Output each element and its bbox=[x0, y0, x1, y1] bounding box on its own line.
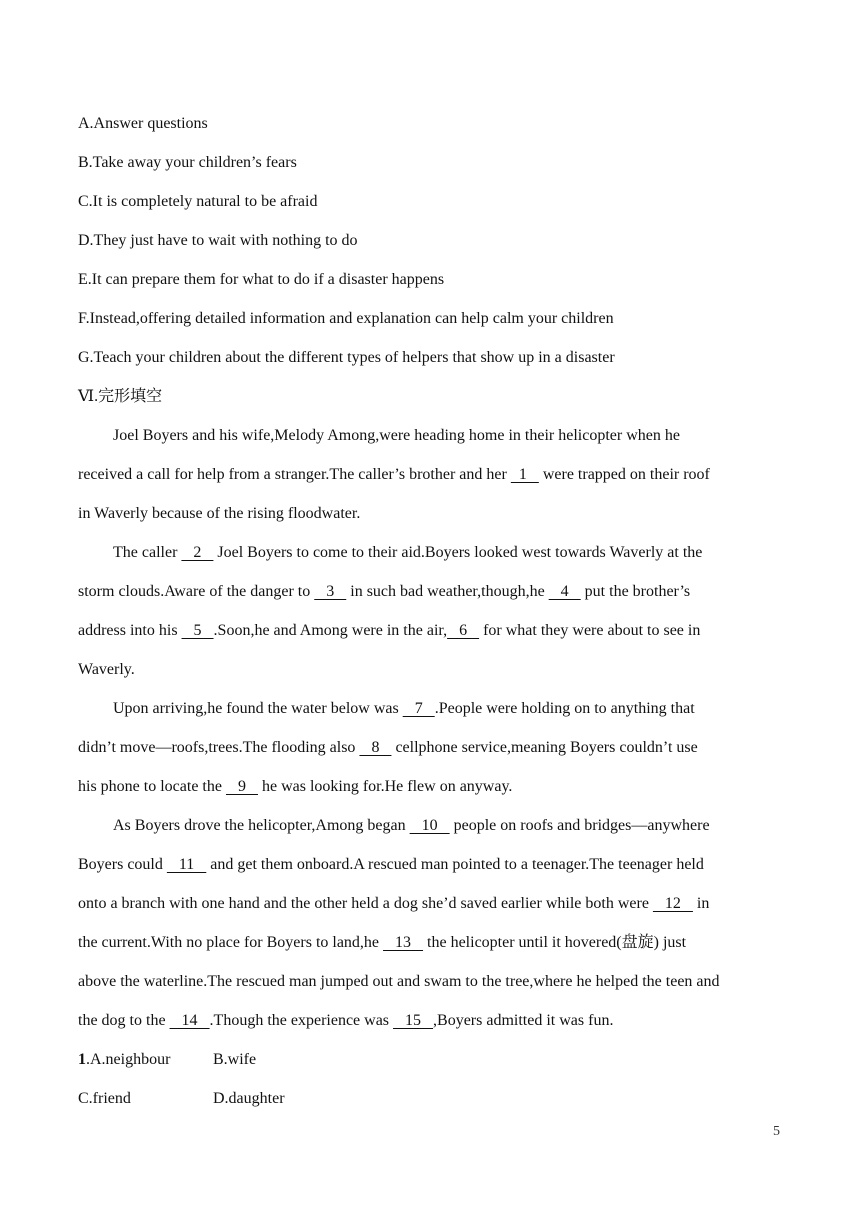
blank-3: 3 bbox=[314, 583, 347, 600]
blank-2: 2 bbox=[181, 544, 214, 561]
text-run: .Though the experience was bbox=[209, 1012, 394, 1029]
question-1-option-a bbox=[78, 1040, 213, 1079]
text-run: address into his bbox=[78, 622, 182, 639]
option-g: G.Teach your children about the different types of helpers that show up in a disaster bbox=[78, 349, 615, 366]
text-run: put the brother’s bbox=[580, 583, 691, 600]
text-run: for what they were about to see in bbox=[479, 622, 701, 639]
passage-line bbox=[78, 923, 784, 962]
blank-6: 6 bbox=[447, 622, 480, 639]
document-page bbox=[78, 104, 784, 1118]
passage-line bbox=[78, 611, 784, 650]
text-run: .Soon,he and Among were in the air, bbox=[213, 622, 448, 639]
blank-15: 15 bbox=[393, 1012, 434, 1029]
passage-line: Waverly. bbox=[78, 661, 135, 678]
text-run: people on roofs and bridges—anywhere bbox=[449, 817, 710, 834]
blank-13: 13 bbox=[383, 934, 424, 951]
text-run: As Boyers drove the helicopter,Among began bbox=[113, 817, 410, 834]
passage-line: in Waverly because of the rising floodwater. bbox=[78, 505, 361, 522]
blank-5: 5 bbox=[181, 622, 214, 639]
page-number: 5 bbox=[773, 1124, 780, 1139]
text-run: the dog to the bbox=[78, 1012, 170, 1029]
text-run: Joel Boyers to come to their aid.Boyers looked west towards Waverly at the bbox=[213, 544, 703, 561]
passage-line: Joel Boyers and his wife,Melody Among,were heading home in their helicopter when he bbox=[113, 427, 680, 444]
blank-12: 12 bbox=[652, 895, 693, 912]
option-b: B.Take away your children’s fears bbox=[78, 154, 297, 171]
text-run: storm clouds.Aware of the danger to bbox=[78, 583, 315, 600]
section-heading: Ⅵ.完形填空 bbox=[78, 388, 163, 405]
text-run: in such bad weather,though,he bbox=[346, 583, 549, 600]
text-run: didn’t move—roofs,trees.The flooding also bbox=[78, 739, 360, 756]
text-run: cellphone service,meaning Boyers couldn’t use bbox=[391, 739, 698, 756]
text-run: The caller bbox=[113, 544, 182, 561]
blank-9: 9 bbox=[225, 778, 258, 795]
text-run: .People were holding on to anything that bbox=[434, 700, 695, 717]
text-run: the current.With no place for Boyers to land,he bbox=[78, 934, 384, 951]
option-text: .A.neighbour bbox=[86, 1051, 171, 1068]
blank-10: 10 bbox=[409, 817, 450, 834]
passage-line bbox=[78, 728, 784, 767]
passage-line bbox=[78, 533, 784, 572]
option-f: F.Instead,offering detailed information and explanation can help calm your children bbox=[78, 310, 614, 327]
blank-1: 1 bbox=[510, 466, 539, 483]
text-run: Boyers could bbox=[78, 856, 167, 873]
question-1-option-c: C.friend bbox=[78, 1090, 131, 1107]
question-1-row-1 bbox=[78, 1040, 784, 1079]
blank-8: 8 bbox=[359, 739, 392, 756]
option-c: C.It is completely natural to be afraid bbox=[78, 193, 318, 210]
text-run: the helicopter until it hovered(盘旋) just bbox=[423, 934, 687, 951]
text-run: his phone to locate the bbox=[78, 778, 226, 795]
text-run: Upon arriving,he found the water below was bbox=[113, 700, 403, 717]
question-1-option-b: B.wife bbox=[213, 1051, 257, 1068]
question-1-option-d: D.daughter bbox=[213, 1090, 285, 1107]
passage-line bbox=[78, 884, 784, 923]
passage-line: above the waterline.The rescued man jumped out and swam to the tree,where he helped the teen and bbox=[78, 973, 720, 990]
passage-line bbox=[78, 1001, 784, 1040]
blank-11: 11 bbox=[166, 856, 207, 873]
text-run: and get them onboard.A rescued man pointed to a teenager.The teenager held bbox=[206, 856, 704, 873]
text-run: he was looking for.He flew on anyway. bbox=[257, 778, 513, 795]
passage-line bbox=[78, 455, 784, 494]
question-number: 1 bbox=[78, 1051, 86, 1068]
option-a: A.Answer questions bbox=[78, 115, 208, 132]
passage-line bbox=[78, 806, 784, 845]
passage-line bbox=[78, 845, 784, 884]
option-d: D.They just have to wait with nothing to do bbox=[78, 232, 358, 249]
option-e: E.It can prepare them for what to do if a disaster happens bbox=[78, 271, 445, 288]
question-1-row-2 bbox=[78, 1079, 784, 1118]
blank-7: 7 bbox=[402, 700, 435, 717]
blank-14: 14 bbox=[169, 1012, 210, 1029]
text-run: ,Boyers admitted it was fun. bbox=[433, 1012, 614, 1029]
text-run: received a call for help from a stranger.The caller’s brother and her bbox=[78, 466, 511, 483]
text-run: in bbox=[692, 895, 710, 912]
text-run: were trapped on their roof bbox=[538, 466, 710, 483]
passage-line bbox=[78, 767, 784, 806]
passage-line bbox=[78, 689, 784, 728]
passage-line bbox=[78, 572, 784, 611]
blank-4: 4 bbox=[548, 583, 581, 600]
text-run: onto a branch with one hand and the other held a dog she’d saved earlier while both were bbox=[78, 895, 653, 912]
